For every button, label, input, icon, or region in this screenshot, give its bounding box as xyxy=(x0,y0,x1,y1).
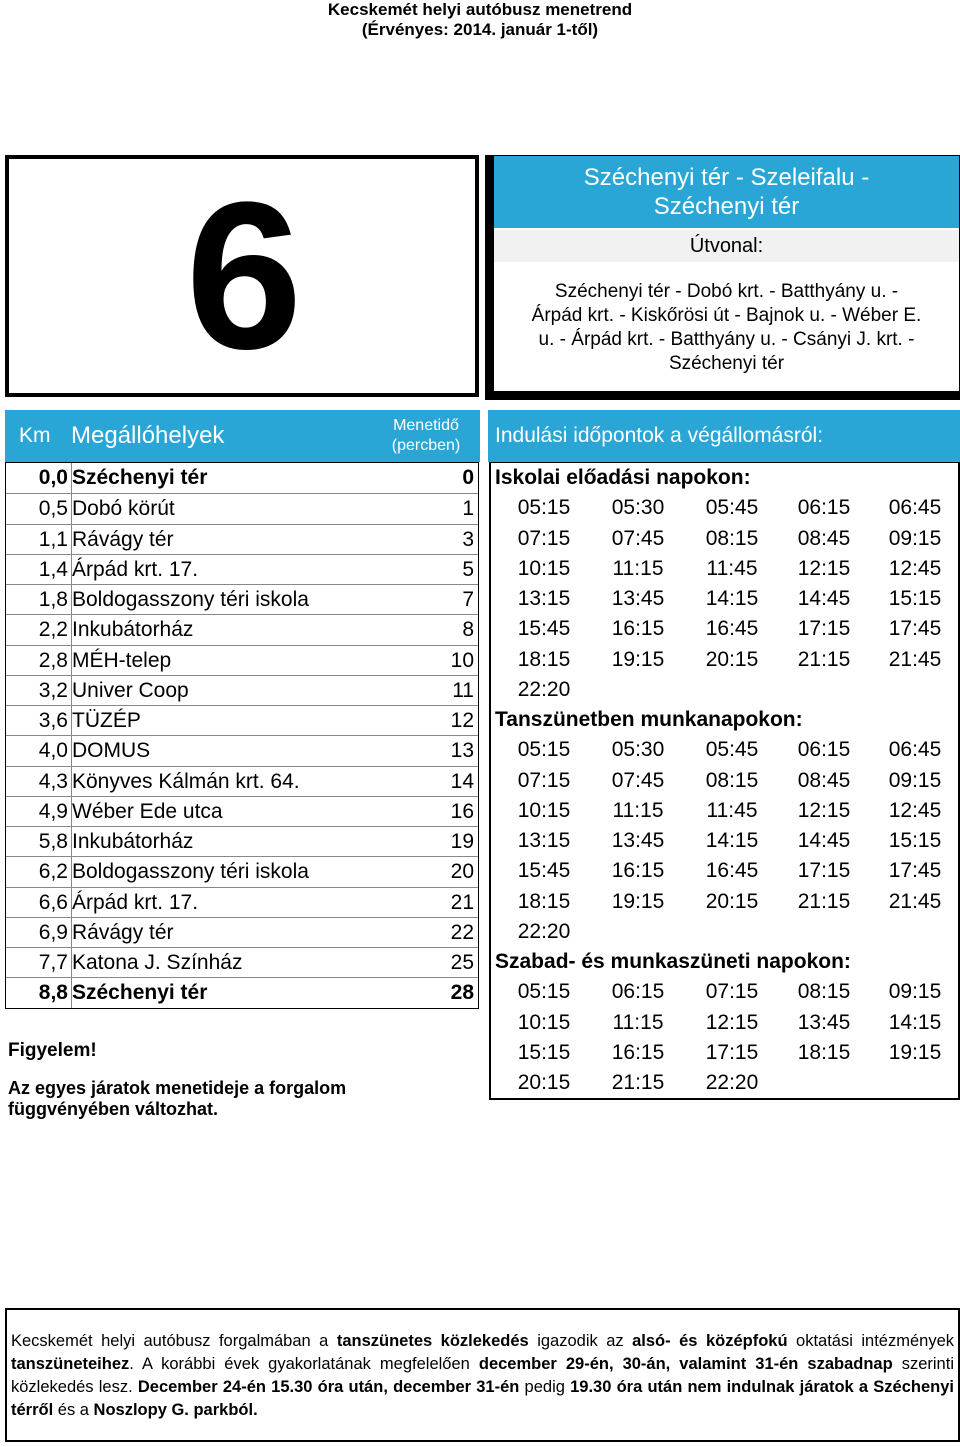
departure-time: 10:15 xyxy=(517,798,571,822)
departure-time: 17:15 xyxy=(797,859,851,883)
departure-time: 18:15 xyxy=(517,647,571,671)
departure-time: 12:15 xyxy=(797,556,851,580)
stop-travel-time: 22 xyxy=(450,920,474,944)
stop-row xyxy=(6,796,478,826)
departure-row xyxy=(491,614,958,644)
departure-time: 16:15 xyxy=(611,1040,665,1064)
stop-row xyxy=(6,675,478,705)
stop-name: Széchenyi tér xyxy=(72,981,208,1005)
departure-time: 05:45 xyxy=(705,738,759,762)
departure-row xyxy=(491,887,958,917)
departure-time: 21:15 xyxy=(611,1071,665,1094)
stop-name: Wéber Ede utca xyxy=(72,799,223,823)
departure-time: 09:15 xyxy=(888,526,942,550)
departure-time: 11:15 xyxy=(612,556,664,580)
document-title: Kecskemét helyi autóbusz menetrend xyxy=(327,0,633,19)
departure-row xyxy=(491,645,958,675)
departure-time: 13:45 xyxy=(611,829,665,852)
departure-time: 15:15 xyxy=(888,829,942,852)
stop-travel-time: 20 xyxy=(450,860,474,884)
stop-km: 1,4 xyxy=(38,557,68,581)
departures-table xyxy=(489,462,960,1100)
departure-time: 22:20 xyxy=(705,1071,759,1094)
departure-time: 05:30 xyxy=(611,496,665,520)
stop-travel-time: 19 xyxy=(450,830,474,853)
route-desc-line: Árpád krt. - Kiskőrösi út - Bajnok u. - Wéber E. xyxy=(531,305,922,326)
departure-time: 05:45 xyxy=(705,496,759,520)
route-description xyxy=(494,280,959,376)
departure-time: 08:45 xyxy=(797,526,851,550)
departure-time: 05:15 xyxy=(517,980,571,1004)
route-box-inner xyxy=(493,155,960,392)
stop-travel-time: 21 xyxy=(450,890,474,914)
column-header-travel-time xyxy=(381,416,471,468)
route-box xyxy=(485,155,960,400)
stop-name: Rávágy tér xyxy=(72,527,174,551)
departure-time: 22:20 xyxy=(517,677,571,701)
departure-time: 15:15 xyxy=(517,1040,571,1064)
stop-row xyxy=(6,554,478,584)
departure-time: 06:15 xyxy=(611,980,665,1004)
departure-time: 22:20 xyxy=(517,919,571,943)
stop-row xyxy=(6,856,478,886)
departure-time: 10:15 xyxy=(517,1010,571,1034)
departure-time: 07:45 xyxy=(611,526,665,550)
stop-row xyxy=(6,977,478,1007)
schedule-heading: Iskolai előadási napokon: xyxy=(495,466,751,489)
departure-time: 05:15 xyxy=(517,738,571,762)
departure-time: 12:15 xyxy=(797,798,851,822)
stop-name: Katona J. Színház xyxy=(72,951,243,974)
departure-time: 16:15 xyxy=(611,859,665,883)
table-header xyxy=(5,410,960,462)
departure-time: 13:45 xyxy=(611,587,665,610)
schedule-heading: Tanszünetben munkanapokon: xyxy=(495,708,803,731)
stop-name: Inkubátorház xyxy=(72,618,194,642)
stop-km: 2,8 xyxy=(38,648,68,672)
departure-time: 21:15 xyxy=(797,647,851,671)
departure-time: 11:45 xyxy=(706,556,758,580)
departure-time: 12:15 xyxy=(705,1010,759,1034)
departure-row xyxy=(491,826,958,856)
stop-travel-time: 7 xyxy=(462,588,474,611)
notice-text-bold: tanszünetes közlekedés xyxy=(336,1332,529,1350)
stop-km: 3,2 xyxy=(38,678,68,702)
notice-text: Kecskemét helyi autóbusz forgalmában a xyxy=(11,1332,337,1350)
departure-row xyxy=(491,493,958,523)
notice-text: . A korábbi évek gyakorlatának megfelelően xyxy=(129,1355,479,1373)
departure-row xyxy=(491,524,958,554)
stop-name: Univer Coop xyxy=(72,678,189,702)
departure-time: 14:15 xyxy=(888,1010,942,1034)
departure-time: 16:45 xyxy=(705,859,759,883)
stop-km: 1,8 xyxy=(38,588,68,611)
line-number-box xyxy=(5,155,479,397)
stop-km: 4,9 xyxy=(38,799,68,823)
departure-time: 15:15 xyxy=(888,587,942,610)
departure-time: 12:45 xyxy=(888,798,942,822)
departure-time: 13:15 xyxy=(517,587,571,610)
departure-row xyxy=(491,856,958,886)
departure-time: 14:45 xyxy=(797,829,851,852)
stop-travel-time: 1 xyxy=(462,497,474,521)
departure-row xyxy=(491,554,958,584)
departure-row xyxy=(491,917,958,947)
departure-time: 19:15 xyxy=(611,647,665,671)
stop-km: 5,8 xyxy=(38,830,68,853)
stop-km: 6,6 xyxy=(38,890,68,914)
stop-name: Széchenyi tér xyxy=(72,466,208,489)
route-title-line: Széchenyi tér xyxy=(653,193,800,220)
stops-table xyxy=(5,462,479,1009)
stop-row xyxy=(6,463,478,493)
departure-time: 06:15 xyxy=(797,738,851,762)
route-desc-line: Széchenyi tér - Dobó krt. - Batthyány u. - xyxy=(554,281,899,302)
column-header-km: Km xyxy=(19,424,51,447)
departure-time: 07:15 xyxy=(517,526,571,550)
stop-travel-time: 5 xyxy=(462,557,474,581)
stop-row xyxy=(6,584,478,614)
notice-text: pedig xyxy=(519,1378,571,1396)
stop-km: 8,8 xyxy=(38,981,68,1005)
departure-time: 16:15 xyxy=(611,617,665,641)
stop-travel-time: 11 xyxy=(452,678,474,702)
stop-row xyxy=(6,705,478,735)
header-divider xyxy=(480,410,488,462)
departure-time: 08:15 xyxy=(797,980,851,1004)
warning-title: Figyelem! xyxy=(8,1040,97,1061)
departure-time: 17:15 xyxy=(797,617,851,641)
notice-text-bold: Noszlopy G. parkból. xyxy=(93,1401,258,1419)
departure-time: 21:45 xyxy=(888,647,942,671)
column-header-departures: Indulási időpontok a végállomásról: xyxy=(495,424,824,447)
schedule-heading: Szabad- és munkaszüneti napokon: xyxy=(495,950,851,973)
departure-time: 06:15 xyxy=(797,496,851,520)
notice-text: szerinti közlekedés lesz. xyxy=(11,1355,954,1396)
departure-row xyxy=(491,796,958,826)
departure-time: 15:45 xyxy=(517,617,571,641)
departure-time: 14:15 xyxy=(705,829,759,852)
stop-km: 4,0 xyxy=(38,739,68,763)
stop-travel-time: 12 xyxy=(450,709,474,732)
route-label: Útvonal: xyxy=(494,230,959,262)
departure-time: 11:45 xyxy=(706,798,758,822)
departure-time: 09:15 xyxy=(888,768,942,792)
stop-travel-time: 3 xyxy=(462,527,474,551)
stop-name: MÉH-telep xyxy=(72,648,172,672)
departure-time: 19:15 xyxy=(888,1040,942,1064)
route-title xyxy=(494,156,959,228)
departure-time: 20:15 xyxy=(517,1071,571,1094)
stop-name: Árpád krt. 17. xyxy=(72,557,199,581)
notice-text: és a xyxy=(53,1401,94,1419)
stop-km: 6,9 xyxy=(38,920,68,944)
notice-text-bold: tanszüneteihez xyxy=(11,1355,130,1373)
departure-time: 06:45 xyxy=(888,496,942,520)
stop-row xyxy=(6,766,478,796)
stop-travel-time: 13 xyxy=(450,739,474,763)
stop-name: Boldogasszony téri iskola xyxy=(72,588,309,611)
departure-time: 13:15 xyxy=(517,829,571,852)
notice-text-bold: december 29-én, 30-án, valamint 31-én szabadnap xyxy=(478,1355,893,1373)
stop-travel-time: 28 xyxy=(450,981,474,1005)
validity-date: (Érvényes: 2014. január 1-től) xyxy=(361,20,599,39)
stop-name: Rávágy tér xyxy=(72,920,174,944)
column-header-stops: Megállóhelyek xyxy=(71,422,225,449)
route-desc-line: Széchenyi tér xyxy=(668,353,785,374)
route-title-line: Széchenyi tér - Szeleifalu - xyxy=(583,164,870,191)
departure-time: 08:45 xyxy=(797,768,851,792)
warning-body: Az egyes járatok menetideje a forgalom függvényében változhat. xyxy=(8,1078,347,1119)
departure-time: 05:30 xyxy=(611,738,665,762)
stop-travel-time: 14 xyxy=(450,769,474,793)
departure-time: 14:15 xyxy=(705,587,759,610)
stop-name: Dobó körút xyxy=(72,497,175,521)
warning-note xyxy=(8,1040,428,1120)
stop-row xyxy=(6,947,478,977)
notice-text-bold: December 24-én 15.30 óra után, december 31-én xyxy=(137,1378,520,1396)
departure-time: 11:15 xyxy=(612,798,664,822)
departure-time: 15:45 xyxy=(517,859,571,883)
stop-row xyxy=(6,826,478,856)
notice-text: igazodik az xyxy=(528,1332,633,1350)
notice-text: oktatási intézmények xyxy=(787,1332,954,1350)
departure-row xyxy=(491,735,958,765)
departure-time: 14:45 xyxy=(797,587,851,610)
departure-row xyxy=(491,766,958,796)
stop-row xyxy=(6,887,478,917)
travel-time-unit: (percben) xyxy=(391,437,461,454)
stop-travel-time: 8 xyxy=(462,618,474,642)
departure-time: 10:15 xyxy=(517,556,571,580)
departure-time: 17:45 xyxy=(888,617,942,641)
stop-km: 7,7 xyxy=(38,951,68,974)
stop-km: 0,5 xyxy=(38,497,68,521)
stop-row xyxy=(6,917,478,947)
departure-time: 17:15 xyxy=(705,1040,759,1064)
stop-name: Árpád krt. 17. xyxy=(72,890,199,914)
departure-row xyxy=(491,1008,958,1038)
stop-travel-time: 0 xyxy=(462,466,474,489)
stop-row xyxy=(6,735,478,765)
departure-row xyxy=(491,1038,958,1068)
departure-time: 12:45 xyxy=(888,556,942,580)
notice-text-bold: 19.30 óra után nem indulnak járatok a Széchenyi térről xyxy=(11,1378,954,1419)
departure-time: 07:45 xyxy=(611,768,665,792)
stop-travel-time: 10 xyxy=(450,648,474,672)
line-number: 6 xyxy=(185,158,299,393)
stop-name: Könyves Kálmán krt. 64. xyxy=(72,769,300,793)
stop-row xyxy=(6,645,478,675)
stop-km: 2,2 xyxy=(38,618,68,642)
departure-row xyxy=(491,584,958,614)
stop-km: 1,1 xyxy=(38,527,68,551)
departure-time: 13:45 xyxy=(797,1010,851,1034)
departure-time: 18:15 xyxy=(797,1040,851,1064)
departure-time: 21:15 xyxy=(797,889,851,913)
stop-km: 0,0 xyxy=(38,466,68,489)
stop-name: Inkubátorház xyxy=(72,830,194,853)
departure-time: 06:45 xyxy=(888,738,942,762)
travel-time-label: Menetidő xyxy=(393,417,459,434)
stop-km: 3,6 xyxy=(38,709,68,732)
departure-time: 18:15 xyxy=(517,889,571,913)
stop-row xyxy=(6,493,478,523)
stop-row xyxy=(6,524,478,554)
departure-time: 09:15 xyxy=(888,980,942,1004)
departure-time: 11:15 xyxy=(612,1010,664,1034)
departure-time: 16:45 xyxy=(705,617,759,641)
departure-time: 08:15 xyxy=(705,768,759,792)
holiday-notice xyxy=(5,1308,960,1442)
stop-name: TÜZÉP xyxy=(72,709,141,732)
stop-travel-time: 16 xyxy=(450,799,474,823)
notice-text-bold: alsó- és középfokú xyxy=(632,1332,788,1350)
departure-row xyxy=(491,675,958,705)
departure-row xyxy=(491,977,958,1007)
departure-time: 20:15 xyxy=(705,647,759,671)
document-header xyxy=(0,0,960,40)
departure-time: 19:15 xyxy=(611,889,665,913)
stop-travel-time: 25 xyxy=(450,951,474,974)
stop-name: Boldogasszony téri iskola xyxy=(72,860,309,884)
departure-time: 07:15 xyxy=(705,980,759,1004)
departure-time: 05:15 xyxy=(517,496,571,520)
departure-row xyxy=(491,1068,958,1098)
stop-km: 6,2 xyxy=(38,860,68,884)
departure-time: 17:45 xyxy=(888,859,942,883)
departure-time: 20:15 xyxy=(705,889,759,913)
departure-time: 21:45 xyxy=(888,889,942,913)
stop-name: DOMUS xyxy=(72,739,151,763)
departure-time: 07:15 xyxy=(517,768,571,792)
stop-km: 4,3 xyxy=(38,769,68,793)
stop-row xyxy=(6,614,478,644)
departure-time: 08:15 xyxy=(705,526,759,550)
route-desc-line: u. - Árpád krt. - Batthyány u. - Csányi J. krt. - xyxy=(538,329,915,350)
